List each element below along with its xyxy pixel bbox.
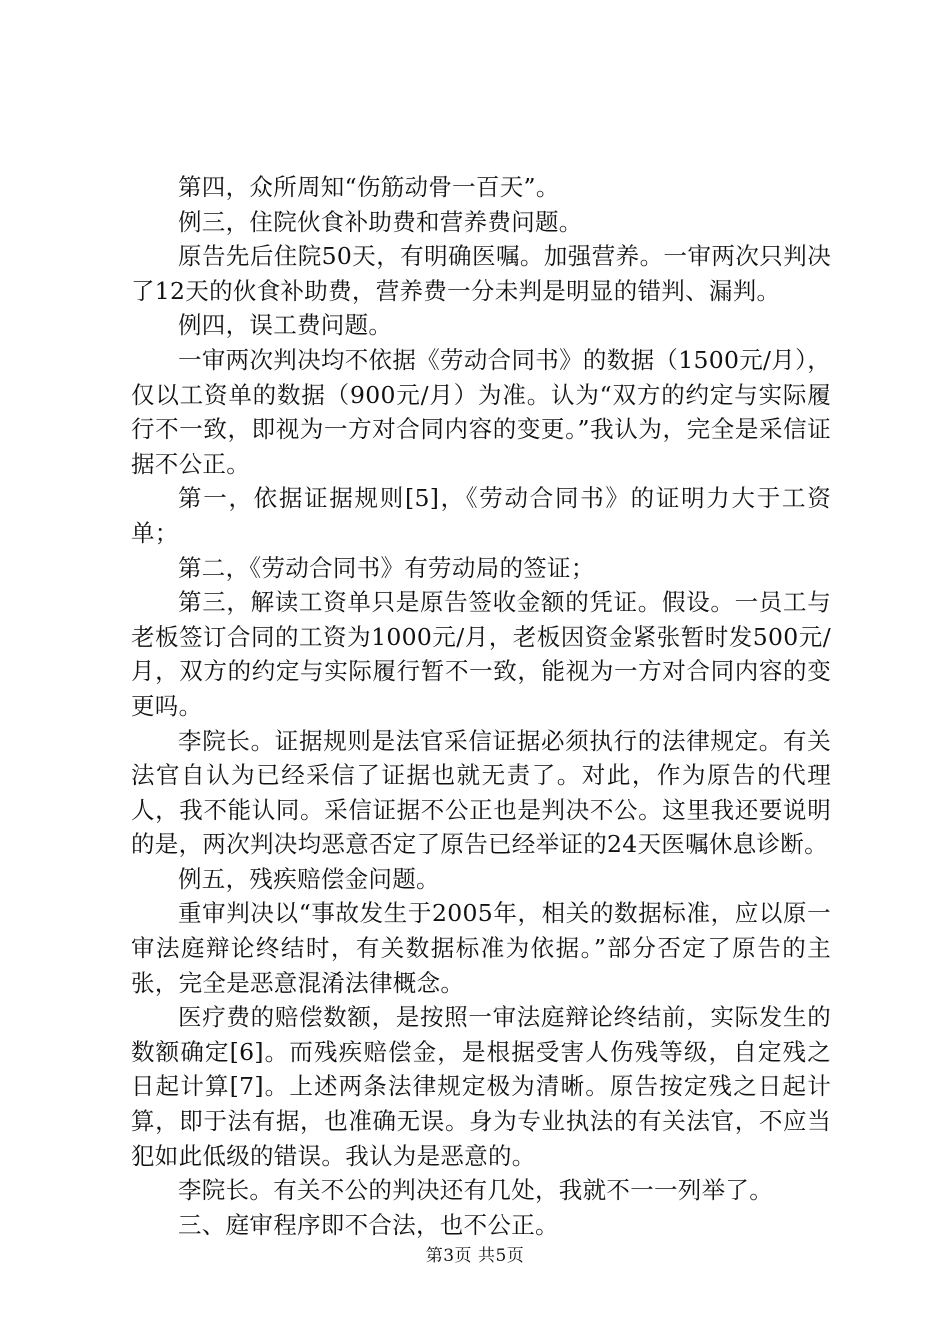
paragraph: 李院长。有关不公的判决还有几处，我就不一一列举了。 [178,1176,773,1205]
paragraph: 例五，残疾赔偿金问题。 [178,864,440,893]
paragraph: 第二，《劳动合同书》有劳动局的签证； [178,553,595,582]
paragraph: 例三，住院伙食补助费和营养费问题。 [178,207,583,236]
paragraph: 原告先后住院50天，有明确医嘱。加强营养。一审两次只判决了12天的伙食补助费，营养费一分未判是明显的错判、漏判。 [131,242,831,305]
paragraph: 一审两次判决均不依据《劳动合同书》的数据（1500元/月），仅以工资单的数据（900元/月）为准。认为“双方的约定与实际履行不一致，即视为一方对合同内容的变更。”我认为，完全是采信证据不公正。 [131,345,831,478]
paragraph: 例四，误工费问题。 [178,311,393,340]
paragraph: 第一，依据证据规则[5]，《劳动合同书》的证明力大于工资单； [131,484,831,547]
page-number-footer: 第3页 共5页 [425,1246,525,1266]
paragraph: 医疗费的赔偿数额，是按照一审法庭辩论终结前，实际发生的数额确定[6]。而残疾赔偿金，是根据受害人伤残等级，自定残之日起计算[7]。上述两条法律规定极为清晰。原告按定残之日起计算，即于法有据，也准确无误。身为专业执法的有关法官，不应当犯如此低级的错误。我认为是恶意的。 [131,1003,831,1170]
paragraph: 第四，众所周知“伤筋动骨一百天”。 [178,173,560,201]
paragraph: 重审判决以“事故发生于2005年，相关的数据标准，应以原一审法庭辩论终结时，有关数据标准为依据。”部分否定了原告的主张，完全是恶意混淆法律概念。 [131,899,831,997]
document-body [131,170,831,1242]
paragraph: 李院长。证据规则是法官采信证据必须执行的法律规定。有关法官自认为已经采信了证据也就无责了。对此，作为原告的代理人，我不能认同。采信证据不公正也是判决不公。这里我还要说明的是，两次判决均恶意否定了原告已经举证的24天医嘱休息诊断。 [131,726,831,859]
paragraph: 三、庭审程序即不合法，也不公正。 [178,1210,559,1239]
paragraph: 第三，解读工资单只是原告签收金额的凭证。假设。一员工与老板签订合同的工资为1000元/月，老板因资金紧张暂时发500元/月，双方的约定与实际履行暂不一致，能视为一方对合同内容的变更吗。 [131,588,831,720]
